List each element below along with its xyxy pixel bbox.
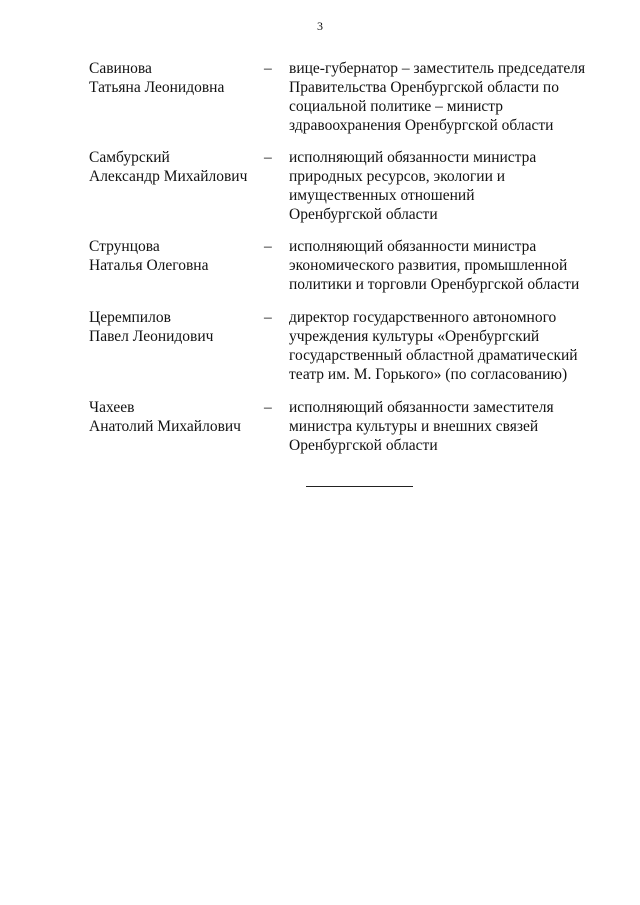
role-line: Правительства Оренбургской области по [289, 79, 559, 96]
member-role [289, 237, 589, 294]
role-line: государственный областной драматический [289, 347, 578, 364]
role-line: исполняющий обязанности заместителя [289, 399, 554, 416]
member-surname: Струнцова [89, 238, 160, 255]
member-surname: Церемпилов [89, 309, 171, 326]
role-line: театр им. М. Горького» (по согласованию) [289, 366, 568, 383]
closing-rule [306, 486, 413, 487]
role-line: политики и торговли Оренбургской области [289, 276, 580, 293]
member-name [89, 237, 259, 275]
separator-dash: – [264, 399, 272, 416]
role-line: директор государственного автономного [289, 309, 557, 326]
member-name [89, 308, 259, 346]
role-line: министра культуры и внешних связей [289, 418, 539, 435]
role-line: вице-губернатор – заместитель председателя [289, 60, 586, 77]
member-given-names: Павел Леонидович [89, 328, 214, 345]
member-given-names: Татьяна Леонидовна [89, 79, 225, 96]
role-line: природных ресурсов, экологии и [289, 168, 506, 185]
member-role [289, 398, 589, 455]
separator-dash: – [264, 60, 272, 77]
member-given-names: Анатолий Михайлович [89, 418, 241, 435]
separator-dash: – [264, 149, 272, 166]
member-role [289, 148, 589, 224]
page-number: 3 [317, 19, 323, 33]
role-line: имущественных отношений [289, 187, 475, 204]
separator-dash: – [264, 309, 272, 326]
role-line: экономического развития, промышленной [289, 257, 568, 274]
member-given-names: Наталья Олеговна [89, 257, 209, 274]
member-role [289, 308, 589, 384]
member-surname: Чахеев [89, 399, 135, 416]
member-surname: Савинова [89, 60, 152, 77]
role-line: Оренбургской области [289, 437, 438, 454]
member-name [89, 398, 259, 436]
member-given-names: Александр Михайлович [89, 168, 248, 185]
separator-dash: – [264, 238, 272, 255]
member-role [289, 59, 589, 135]
role-line: учреждения культуры «Оренбургский [289, 328, 540, 345]
role-line: исполняющий обязанности министра [289, 238, 537, 255]
role-line: Оренбургской области [289, 206, 438, 223]
member-name [89, 148, 259, 186]
member-name [89, 59, 259, 97]
member-surname: Самбурский [89, 149, 170, 166]
role-line: здравоохранения Оренбургской области [289, 117, 554, 134]
role-line: социальной политике – министр [289, 98, 504, 115]
role-line: исполняющий обязанности министра [289, 149, 537, 166]
